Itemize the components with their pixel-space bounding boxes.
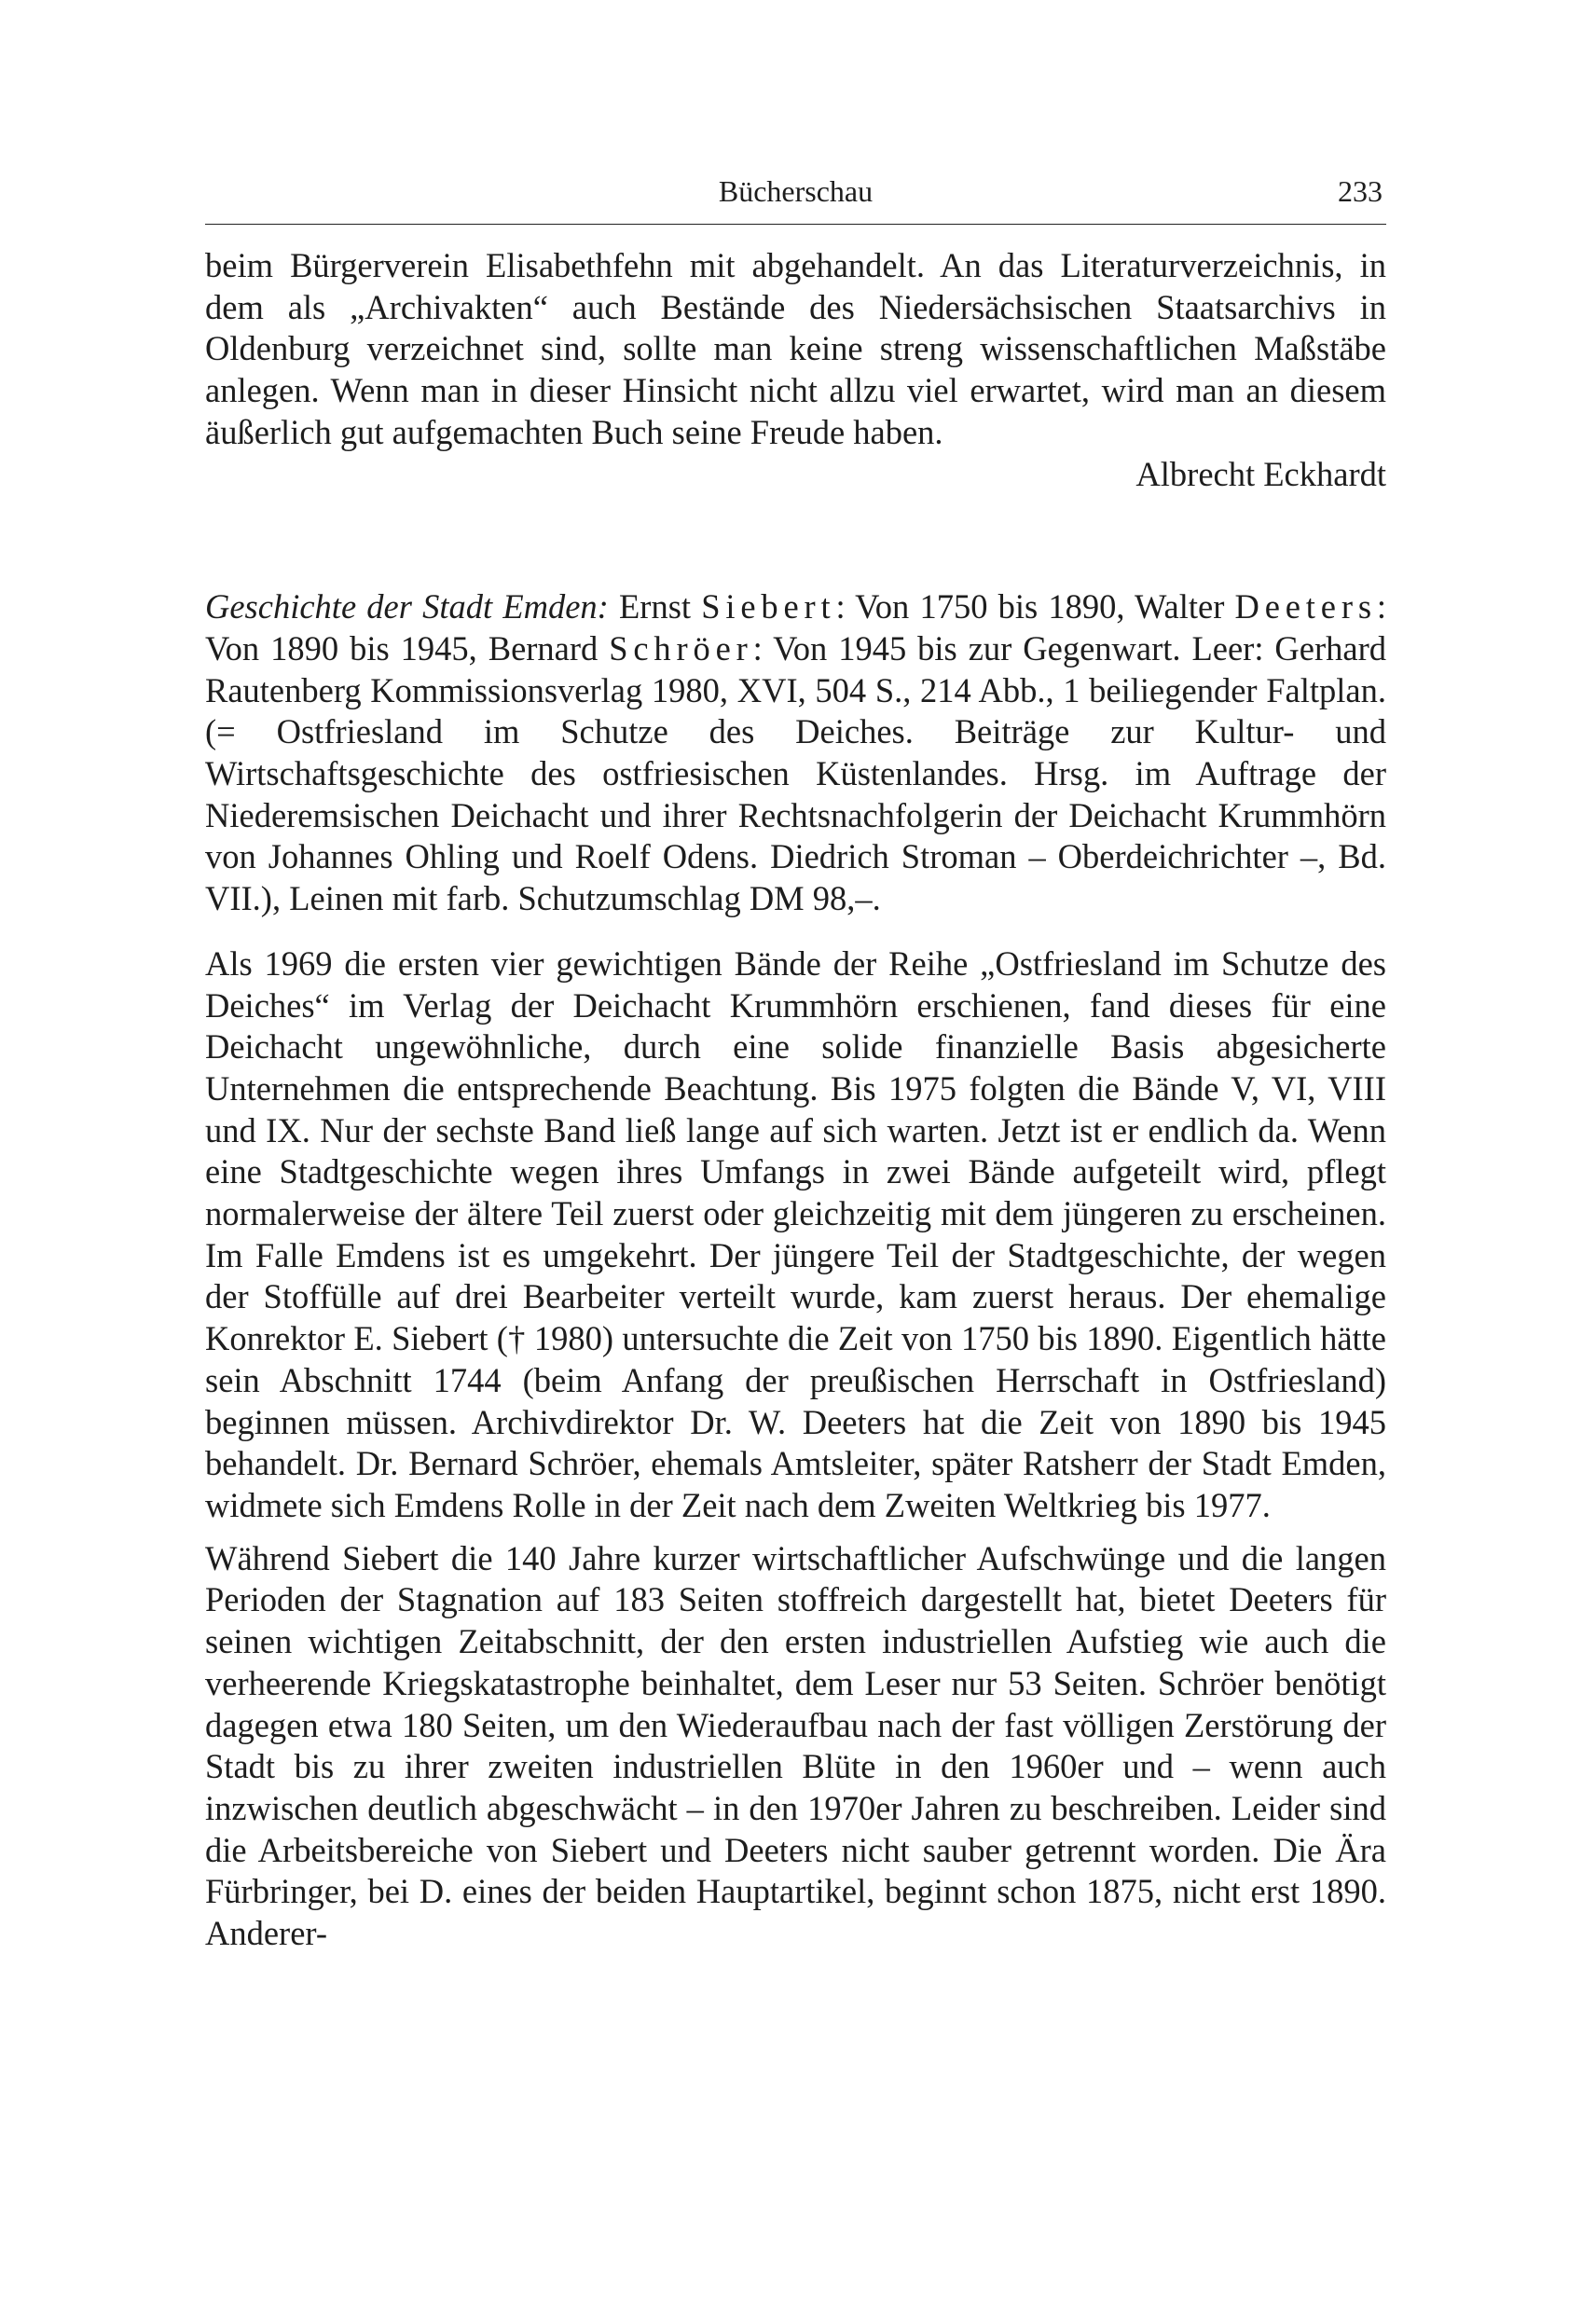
review-paragraph-1: Als 1969 die ersten vier gewichtigen Bände der Reihe „Ostfriesland im Schutze des Deiches“ im Verlag der Deichacht Krummhörn erschienen, fand dieses für eine Deichacht ungewöhnliche, durch eine solide finanzielle Basis abgesicherte Unternehmen die entsprechende Beachtung. Bis 1975 folgten die Bände V, VI, VIII und IX. Nur der sechste Band ließ lange auf sich warten. Jetzt ist er endlich da. Wenn eine Stadtgeschichte wegen ihres Umfangs in zwei Bände aufgeteilt wird, pflegt normalerweise der ältere Teil zuerst oder gleichzeitig mit dem jüngeren zu erscheinen. Im Falle Emdens ist es umgekehrt. Der jüngere Teil der Stadtgeschichte, der wegen der Stoffülle auf drei Bearbeiter verteilt wurde, kam zuerst heraus. Der ehemalige Konrektor E. Siebert († 1980) untersuchte die Zeit von 1750 bis 1890. Eigentlich hätte sein Abschnitt 1744 (beim Anfang der preußischen Herrschaft in Ostfriesland) beginnen müssen. Archivdirektor Dr. W. Deeters hat die Zeit von 1890 bis 1945 behandelt. Dr. Bernard Schröer, ehemals Amtsleiter, später Ratsherr der Stadt Emden, widmete sich Emdens Rolle in der Zeit nach dem Zweiten Weltkrieg bis 1977. — [205, 943, 1386, 1524]
author1-name: Siebert — [701, 587, 836, 626]
review-paragraph-2: Während Siebert die 140 Jahre kurzer wirtschaftlicher Aufschwünge und die langen Perioden der Stagnation auf 183 Seiten stoffreich dargestellt hat, bietet Deeters für seinen wichtigen Zeitabschnitt, der den ersten industriellen Aufstieg wie auch die verheerende Kriegskatastrophe beinhaltet, dem Leser nur 53 Seiten. Schröer benötigt dagegen etwa 180 Seiten, um den Wiederaufbau nach der fast völligen Zerstörung der Stadt bis zu ihrer zweiten industriellen Blüte in den 1960er und – wenn auch inzwischen deutlich abgeschwächt – in den 1970er Jahren zu beschreiben. Leider sind die Arbeitsbereiche von Siebert und Deeters nicht sauber getrennt worden. Die Ära Fürbringer, bei D. eines der beiden Hauptartikel, beginnt schon 1875, nicht erst 1890. Anderer- — [205, 1538, 1386, 1953]
bib-part3: : Von 1945 bis zur Gegenwart. Leer: Gerhard Rautenberg Kommissionsverlag 1980, XVI, 504 S., 214 Abb., 1 beiliegender Faltplan. (= Ostfriesland im Schutze des Deiches. Beiträge zur Kultur- und Wirtschaftsgeschichte des ostfriesischen Küstenlandes. Hrsg. im Auftrage der Niederemsischen Deichacht und ihrer Rechtsnachfolgerin der Deichacht Krummhörn von Johannes Ohling und Roelf Odens. Diedrich Stroman – Oberdeichrichter –, Bd. VII.), Leinen mit farb. Schutzumschlag DM 98,–. — [205, 628, 1387, 918]
reviewer-signature: Albrecht Eckhardt — [1135, 454, 1386, 493]
book-page — [205, 168, 1386, 2144]
bibliographic-entry — [205, 586, 1386, 920]
running-head-title: Bücherschau — [718, 174, 874, 208]
author3-name: Schröer — [609, 628, 753, 667]
bib-part1: : Von 1750 bis 1890, Walter — [835, 587, 1235, 626]
author2-name: Deeters — [1234, 587, 1377, 626]
header-rule — [205, 224, 1386, 225]
previous-review-text: beim Bürgerverein Elisabethfehn mit abgehandelt. An das Literaturverzeichnis, in dem als „Archivakten“ auch Bestände des Niedersächsischen Staatsarchivs in Oldenburg verzeichnet sind, sollte man keine streng wissenschaftlichen Maßstäbe anlegen. Wenn man in dieser Hinsicht nicht allzu viel erwartet, wird man an diesem äußerlich gut aufgemachten Buch seine Freude haben. — [205, 246, 1386, 451]
author1-first-name: Ernst — [619, 587, 692, 626]
running-head — [205, 168, 1386, 214]
book-title: Geschichte der Stadt Emden: — [205, 587, 609, 626]
bib-part2: : Von 1890 bis 1945, Bernard — [205, 587, 1387, 667]
page-number: 233 — [1338, 174, 1383, 208]
